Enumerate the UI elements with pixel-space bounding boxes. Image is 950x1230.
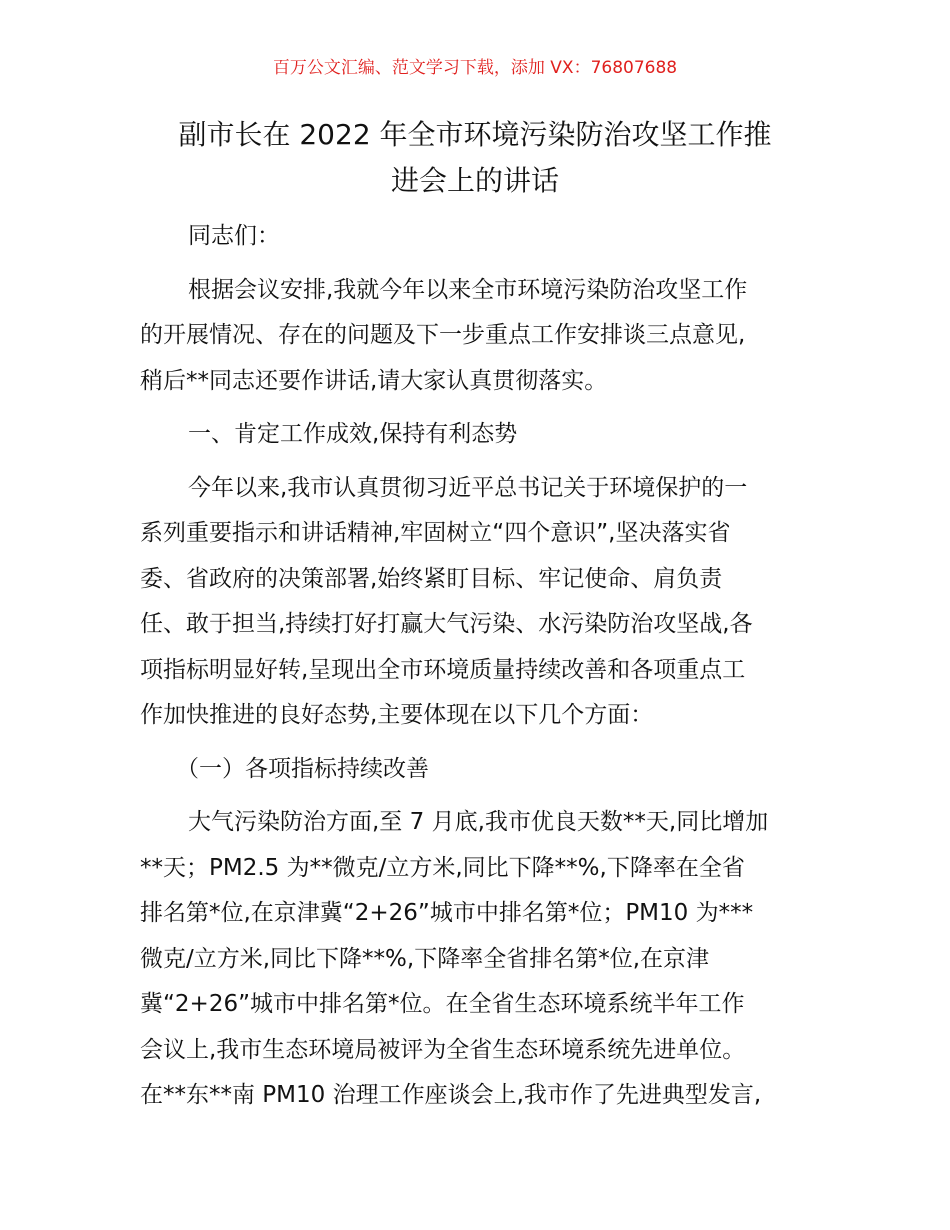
paragraph-line: 项指标明显好转,呈现出全市环境质量持续改善和各项重点工 <box>140 656 746 683</box>
paragraph-line: 在**东**南 PM10 治理工作座谈会上,我市作了先进典型发言, <box>140 1082 762 1108</box>
section-heading-1 <box>140 412 812 458</box>
paragraph-overview <box>140 466 812 739</box>
document-title <box>120 112 830 204</box>
paragraph-line: 微克/立方米,同比下降**%,下降率全省排名第*位,在京津 <box>140 945 710 972</box>
paragraph-line: 作加快推进的良好态势,主要体现在以下几个方面： <box>140 702 654 728</box>
paragraph-line: 今年以来,我市认真贯彻习近平总书记关于环境保护的一 <box>188 474 748 501</box>
paragraph-line: 稍后**同志还要作讲话,请大家认真贯彻落实。 <box>140 367 608 394</box>
document-body <box>140 214 812 1127</box>
paragraph-line: 委、省政府的决策部署,始终紧盯目标、牢记使命、肩负责 <box>140 565 723 592</box>
paragraph-line: 会议上,我市生态环境局被评为全省生态环境系统先进单位。 <box>140 1036 746 1063</box>
paragraph-intro <box>140 268 812 405</box>
paragraph-line: 的开展情况、存在的问题及下一步重点工作安排谈三点意见, <box>140 322 746 348</box>
greeting <box>140 214 812 260</box>
sub-heading-1 <box>140 747 812 793</box>
paragraph-line: **天；PM2.5 为**微克/立方米,同比下降**%,下降率在全省 <box>140 854 745 881</box>
sub-heading-text: （一）各项指标持续改善 <box>176 755 429 782</box>
title-line-1: 副市长在 2022 年全市环境污染防治攻坚工作推 <box>178 118 772 151</box>
paragraph-line: 排名第*位,在京津冀“2+26”城市中排名第*位；PM10 为*** <box>140 900 754 926</box>
paragraph-line: 系列重要指示和讲话精神,牢固树立“四个意识”,坚决落实省 <box>140 520 731 546</box>
section-heading-text: 一、肯定工作成效,保持有利态势 <box>188 421 518 447</box>
paragraph-line: 大气污染防治方面,至 7 月底,我市优良天数**天,同比增加 <box>188 809 769 835</box>
title-line-2: 进会上的讲话 <box>390 164 559 197</box>
paragraph-line: 根据会议安排,我就今年以来全市环境污染防治攻坚工作 <box>188 276 748 303</box>
greeting-text: 同志们： <box>188 223 280 249</box>
paragraph-line: 任、敢于担当,持续打好打赢大气污染、水污染防治攻坚战,各 <box>140 611 753 637</box>
paragraph-air-pollution <box>140 800 812 1119</box>
paragraph-line: 冀“2+26”城市中排名第*位。在全省生态环境系统半年工作 <box>140 991 745 1017</box>
watermark-header: 百万公文汇编、范文学习下载，添加 VX：76807688 <box>272 58 678 78</box>
